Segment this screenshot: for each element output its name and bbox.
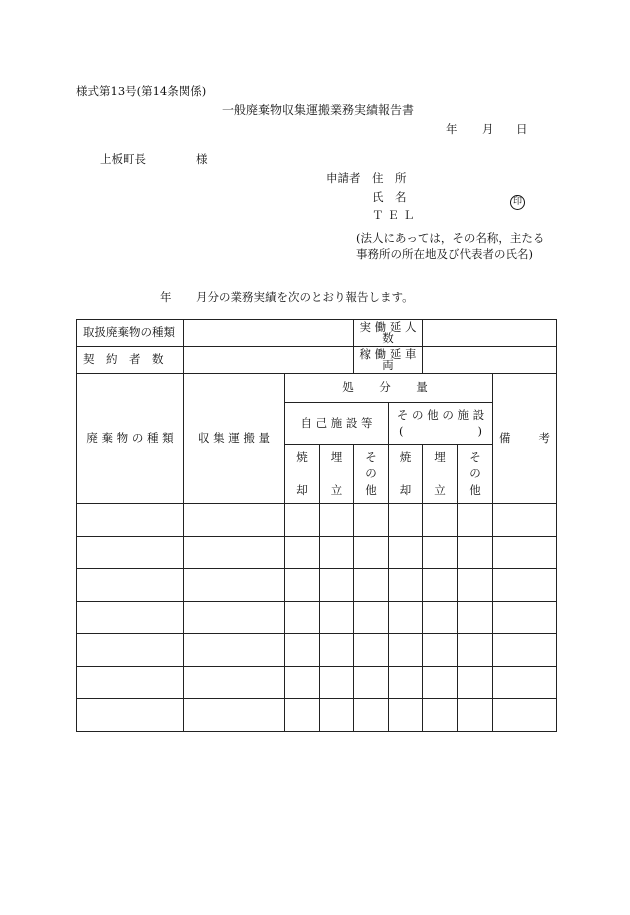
cell-other-landfill[interactable] — [423, 569, 458, 602]
cell-other-incinerate[interactable] — [389, 666, 423, 699]
table-row — [77, 504, 557, 537]
cell-own-landfill[interactable] — [320, 634, 354, 667]
cell-other-incinerate[interactable] — [389, 536, 423, 569]
cell-own-landfill[interactable] — [320, 601, 354, 634]
cell-waste-type[interactable] — [77, 504, 184, 537]
table-row — [77, 666, 557, 699]
cell-other-other[interactable] — [458, 666, 493, 699]
cell-other-landfill[interactable] — [423, 536, 458, 569]
cell-own-landfill[interactable] — [320, 569, 354, 602]
cell-other-landfill[interactable] — [423, 699, 458, 732]
header-disposal-amount: 処 分 量 — [285, 374, 493, 403]
statement-text: 月分の業務実績を次のとおり報告します。 — [196, 290, 414, 304]
sub-own-landfill: 埋 立 — [320, 445, 354, 504]
header-remarks: 備 考 — [493, 374, 557, 504]
cell-collection[interactable] — [184, 504, 285, 537]
address-label: 住 所 — [372, 171, 407, 185]
table-row — [77, 569, 557, 602]
cell-own-incinerate[interactable] — [285, 504, 320, 537]
cell-own-other[interactable] — [354, 699, 389, 732]
cell-own-other[interactable] — [354, 536, 389, 569]
date-day: 日 — [516, 122, 528, 136]
cell-own-landfill[interactable] — [320, 699, 354, 732]
tel-label: ＴＥＬ — [372, 208, 419, 222]
value-waste-handled[interactable] — [184, 320, 354, 347]
cell-other-incinerate[interactable] — [389, 699, 423, 732]
cell-own-incinerate[interactable] — [285, 666, 320, 699]
cell-own-incinerate[interactable] — [285, 536, 320, 569]
table-row — [77, 699, 557, 732]
cell-other-other[interactable] — [458, 536, 493, 569]
cell-other-incinerate[interactable] — [389, 601, 423, 634]
table-row — [77, 601, 557, 634]
header-other-facility: そ の 他 の 施 設 ( ) — [389, 403, 493, 445]
value-contract-count[interactable] — [184, 347, 354, 374]
cell-other-incinerate[interactable] — [389, 569, 423, 602]
cell-other-other[interactable] — [458, 504, 493, 537]
cell-remarks[interactable] — [493, 536, 557, 569]
cell-waste-type[interactable] — [77, 666, 184, 699]
report-table — [76, 319, 557, 732]
cell-other-incinerate[interactable] — [389, 634, 423, 667]
cell-own-landfill[interactable] — [320, 666, 354, 699]
header-collection-amount: 収 集 運 搬 量 — [184, 374, 285, 504]
sub-other-incinerate: 焼 却 — [389, 445, 423, 504]
label-work-person-days: 実 働 延 人 数 — [354, 320, 423, 347]
value-vehicle-days[interactable] — [423, 347, 557, 374]
cell-other-other[interactable] — [458, 569, 493, 602]
cell-other-landfill[interactable] — [423, 601, 458, 634]
table-row-contracts — [77, 347, 557, 374]
honorific: 様 — [196, 152, 208, 166]
cell-remarks[interactable] — [493, 601, 557, 634]
cell-other-other[interactable] — [458, 699, 493, 732]
cell-remarks[interactable] — [493, 634, 557, 667]
date-month: 月 — [482, 122, 494, 136]
header-own-facility: 自 己 施 設 等 — [285, 403, 389, 445]
statement-year: 年 — [160, 290, 172, 304]
cell-waste-type[interactable] — [77, 634, 184, 667]
table-row — [77, 536, 557, 569]
header-waste-type: 廃 棄 物 の 種 類 — [77, 374, 184, 504]
cell-waste-type[interactable] — [77, 601, 184, 634]
cell-own-other[interactable] — [354, 666, 389, 699]
table-header-row-1 — [77, 374, 557, 403]
cell-collection[interactable] — [184, 634, 285, 667]
label-vehicle-days: 稼 働 延 車 両 — [354, 347, 423, 374]
applicant-note-line2: 事務所の所在地及び代表者の氏名) — [356, 247, 533, 261]
cell-remarks[interactable] — [493, 569, 557, 602]
cell-other-other[interactable] — [458, 634, 493, 667]
cell-own-incinerate[interactable] — [285, 699, 320, 732]
sub-other-landfill: 埋 立 — [423, 445, 458, 504]
cell-other-landfill[interactable] — [423, 504, 458, 537]
cell-own-other[interactable] — [354, 504, 389, 537]
sub-own-other: そ の 他 — [354, 445, 389, 504]
cell-collection[interactable] — [184, 666, 285, 699]
cell-waste-type[interactable] — [77, 569, 184, 602]
addressee: 上板町長 — [100, 152, 146, 166]
cell-collection[interactable] — [184, 536, 285, 569]
cell-other-other[interactable] — [458, 601, 493, 634]
cell-collection[interactable] — [184, 699, 285, 732]
cell-own-landfill[interactable] — [320, 504, 354, 537]
cell-collection[interactable] — [184, 601, 285, 634]
data-rows — [77, 504, 557, 732]
cell-waste-type[interactable] — [77, 699, 184, 732]
form-number: 様式第13号(第14条関係) — [76, 84, 207, 98]
cell-own-landfill[interactable] — [320, 536, 354, 569]
document-title: 一般廃棄物収集運搬業務実績報告書 — [222, 103, 415, 117]
cell-own-incinerate[interactable] — [285, 569, 320, 602]
name-label: 氏 名 — [372, 190, 407, 204]
cell-own-other[interactable] — [354, 569, 389, 602]
applicant-note-line1: (法人にあっては，その名称，主たる — [356, 231, 545, 245]
cell-own-other[interactable] — [354, 601, 389, 634]
cell-remarks[interactable] — [493, 699, 557, 732]
cell-other-landfill[interactable] — [423, 634, 458, 667]
cell-remarks[interactable] — [493, 666, 557, 699]
table-row — [77, 634, 557, 667]
cell-own-other[interactable] — [354, 634, 389, 667]
seal-icon: 印 — [510, 195, 525, 210]
cell-remarks[interactable] — [493, 504, 557, 537]
cell-collection[interactable] — [184, 569, 285, 602]
label-waste-handled: 取扱廃棄物の種類 — [77, 320, 184, 347]
cell-own-incinerate[interactable] — [285, 634, 320, 667]
cell-other-incinerate[interactable] — [389, 504, 423, 537]
cell-other-landfill[interactable] — [423, 666, 458, 699]
cell-own-incinerate[interactable] — [285, 601, 320, 634]
cell-waste-type[interactable] — [77, 536, 184, 569]
seal-mark — [510, 191, 525, 210]
date-year: 年 — [446, 122, 458, 136]
table-row-waste-handled — [77, 320, 557, 347]
sub-other-other: そ の 他 — [458, 445, 493, 504]
applicant-label: 申請者 — [326, 171, 361, 185]
sub-own-incinerate: 焼 却 — [285, 445, 320, 504]
label-contract-count: 契 約 者 数 — [77, 347, 184, 374]
value-work-person-days[interactable] — [423, 320, 557, 347]
